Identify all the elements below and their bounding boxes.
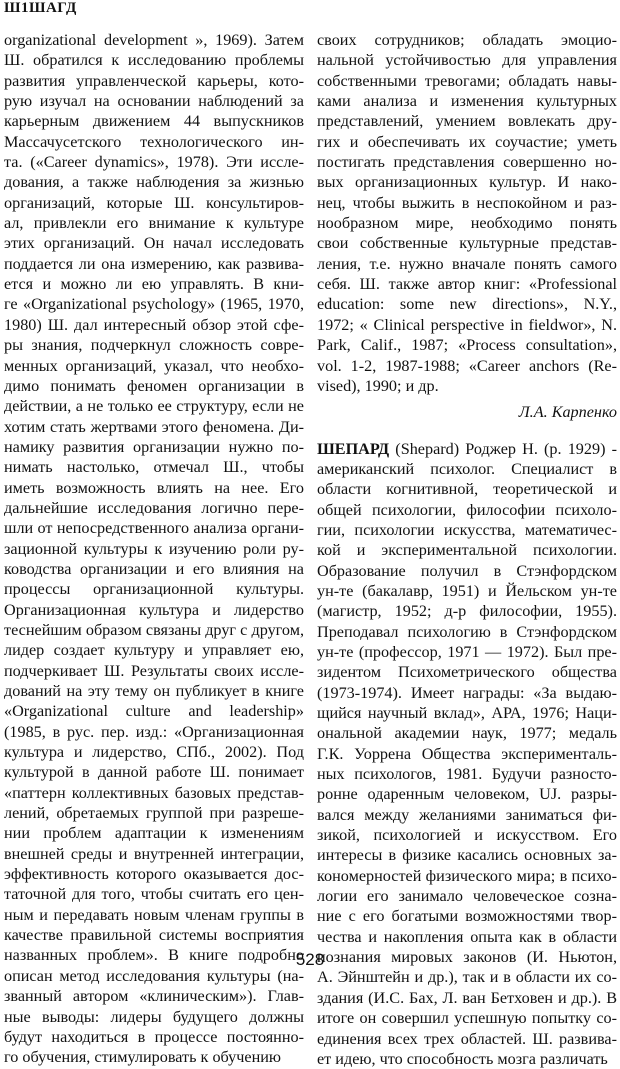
text-line: (магистр, 1952; д-р философии, 1955). <box>317 602 617 621</box>
text-line: вался между желаниями заниматься фи- <box>317 805 617 824</box>
text-line: ным и передавать новым членам группы в <box>4 905 304 924</box>
text-line: ние с его богатыми возможностями твор- <box>317 907 617 926</box>
text-line: нальной устойчивостью для управления <box>317 51 617 70</box>
right-column-continuation <box>317 30 617 396</box>
page-number: 528 <box>295 950 325 969</box>
text-line: развития управленческой карьеры, кото- <box>4 71 304 90</box>
text-line: ал, привлекли его внимание к культуре <box>4 214 304 233</box>
text-line: го обучения, стимулировать к обучению <box>4 1048 282 1067</box>
text-line: шли от непосредственного анализа органи- <box>4 519 304 538</box>
entry-headword: ШЕПАРД <box>317 439 390 458</box>
text-line: education: some new directions», N.Y., <box>317 295 617 314</box>
text-line: вых организационных культур. И нако- <box>317 173 617 192</box>
text-line: итоге он совершил успешную попытку со- <box>317 1009 617 1028</box>
text-line: димо понимать феномен организации в <box>4 376 304 395</box>
text-line: 1980) Ш. дал интересный обзор этой сфе- <box>4 315 304 334</box>
text-line: нии проблем адаптации к изменениям <box>4 824 304 843</box>
text-line: себя. Ш. также автор книг: «Professional <box>317 275 617 294</box>
text-line: менных организаций, указал, что необхо- <box>4 356 304 375</box>
text-line: «паттерн коллективных базовых представ- <box>4 783 304 802</box>
text-line: та. («Career dynamics», 1978). Эти иссле- <box>4 153 304 172</box>
text-line: собственными тревогами; обладать навы- <box>317 71 617 90</box>
text-line: нец, чтобы выжить в неспокойном и раз- <box>317 193 617 212</box>
text-line: кономерностей физического мира; в психо- <box>317 866 617 885</box>
running-header: Ш1ШАГД <box>4 0 77 16</box>
text-line: ками анализа и изменения культурных <box>317 92 617 111</box>
text-line: здания (И.С. Бах, Л. ван Бетховен и др.). В <box>317 988 617 1007</box>
text-line: дальнейшие исследования логично пере- <box>4 498 304 517</box>
entry-spacer <box>317 423 617 439</box>
text-line: званный автором «клиническим»). Глав- <box>4 987 304 1006</box>
text-line: vol. 1-2, 1987-1988; «Career anchors (Re- <box>317 356 617 375</box>
text-line: Ш. обратился к исследованию проблемы <box>4 51 304 70</box>
text-line: иметь возможность влиять на нее. Его <box>4 478 304 497</box>
text-line: карьерным движением 44 выпускников <box>4 112 304 131</box>
text-line: ональной академии наук, 1977; медаль <box>317 724 617 743</box>
text-line: представлений, умением вовлекать дру- <box>317 112 617 131</box>
text-line: ун-те (профессор, 1971 — 1972). Был пре- <box>317 642 617 661</box>
text-line: американский психолог. Специалист в <box>317 459 617 478</box>
text-line: ун-те (бакалавр, 1951) и Йельском ун-те <box>317 581 617 600</box>
text-line: своих сотрудников; обладать эмоцио- <box>317 31 617 49</box>
text-line: кой и экспериментальной психологии. <box>317 541 617 560</box>
text-line: «Organizational culture and leadership» <box>4 702 304 721</box>
text-line: (1973-1974). Имеет награды: «За выдаю- <box>317 683 617 702</box>
text-line: А. Эйнштейн и др.), так и в области их со- <box>317 968 617 987</box>
text-line: ронне одаренным человеком, UJ. разры- <box>317 785 617 804</box>
entry-first-line-text: (Shepard) Роджер Н. (р. 1929) - <box>389 439 617 458</box>
text-line: лидер создает культуру и управляет ею, <box>4 641 304 660</box>
text-line: логии его занимало человеческое созна- <box>317 887 617 906</box>
text-line: organizational development », 1969). Затем <box>4 31 304 49</box>
text-line: ных психологов, 1981. Будучи разносто- <box>317 765 617 784</box>
text-line: рую изучал на основании наблюдений за <box>4 92 304 111</box>
text-line: культурой в данной работе Ш. понимает <box>4 763 304 782</box>
text-line: гии, психологии искусства, математичес- <box>317 520 617 539</box>
text-line: действии, а не только ее структуру, если не <box>4 397 304 416</box>
right-column <box>317 30 617 1069</box>
text-line: названных проблем». В книге подробно <box>4 946 304 965</box>
text-line: интересы в физике касались основных за- <box>317 846 617 865</box>
text-line: внешней среды и внутренней интеграции, <box>4 844 304 863</box>
text-line: зидентом Психометрического общества <box>317 663 617 682</box>
text-line: зикой, психологией и искусством. Его <box>317 826 617 845</box>
author-signature: Л.А. Карпенко <box>518 403 617 422</box>
text-line: общей психологии, философии психоло- <box>317 500 617 519</box>
text-line: зационной культуры к изучению роли ру- <box>4 539 304 558</box>
text-line: теснейшим образом связаны друг с другом, <box>4 620 304 639</box>
text-line: Массачусетского технологического ин- <box>4 132 304 151</box>
text-line: гих и обеспечивать их соучастие; уметь <box>317 132 617 151</box>
text-line: ления, т.е. нужно вначале понять самого <box>317 254 617 273</box>
text-line: ры знания, подчеркнул сложность совре- <box>4 336 304 355</box>
text-line: Преподавал психологию в Стэнфордском <box>317 622 617 641</box>
text-line: описан метод исследования культуры (на- <box>4 966 304 985</box>
text-line: познания мировых законов (И. Ньютон, <box>317 948 617 967</box>
text-line: качестве правильной системы восприятия <box>4 926 304 945</box>
text-line: намику развития организации нужно по- <box>4 437 304 456</box>
entry-first-line <box>317 439 617 459</box>
text-line: организаций, которые Ш. консультиров- <box>4 193 304 212</box>
text-line: чества и накопления опыта как в области <box>317 927 617 946</box>
text-line: vised), 1990; и др. <box>317 376 439 395</box>
text-line: поддается ли она измерению, как развива- <box>4 254 304 273</box>
text-line: свои собственные культурные представ- <box>317 234 617 253</box>
text-line: дований на эту тему он публикует в книге <box>4 682 304 700</box>
text-line: ется и можно ли ею управлять. В кни- <box>4 275 304 294</box>
text-line: таточной для того, чтобы считать его цен- <box>4 885 304 904</box>
text-line: дования, а также наблюдения за жизнью <box>4 173 304 192</box>
text-line: ге «Organizational psychology» (1965, 1970, <box>4 295 304 314</box>
text-line: Организационная культура и лидерство <box>4 600 304 619</box>
text-line: эффективность которого оказывается дос- <box>4 865 304 884</box>
text-line: будут находиться в процессе постоянно- <box>4 1027 304 1046</box>
text-line: Образование получил в Стэнфордском <box>317 561 617 580</box>
text-line: нообразном мире, необходимо понять <box>317 214 617 233</box>
text-line: культура и лидерство, СПб., 2002). Под <box>4 743 304 762</box>
text-line: этих организаций. Он начал исследовать <box>4 234 304 253</box>
text-line: нимать настолько, отмечал Ш., чтобы <box>4 458 304 477</box>
text-line: ет идею, что способность мозга различать <box>317 1049 608 1068</box>
text-line: процессы организационной культуры. <box>4 580 304 599</box>
left-column <box>4 30 304 1068</box>
text-line: Park, Calif., 1987; «Process consultation», <box>317 336 617 355</box>
entry-body <box>317 459 617 1069</box>
text-line: лений, обретаемых группой при разреше- <box>4 804 304 823</box>
text-line: хотим стать жертвами этого феномена. Ди- <box>4 417 304 436</box>
text-line: ные выводы: лидеры будущего должны <box>4 1007 304 1026</box>
text-line: постигать представления совершенно но- <box>317 153 617 172</box>
text-line: щийся научный вклад», АРА, 1976; Наци- <box>317 704 617 722</box>
text-line: единения всех трех областей. Ш. развива- <box>317 1029 617 1048</box>
text-line: области когнитивной, теоретической и <box>317 480 617 499</box>
text-line: Г.К. Уоррена Общества эксперименталь- <box>317 744 617 763</box>
text-line: ководства организации и его влияния на <box>4 559 304 578</box>
text-line: 1972; « Clinical perspective in fieldwor», N. <box>317 315 617 334</box>
text-line: подчеркивает Ш. Результаты своих иссле- <box>4 661 304 680</box>
text-line: (1985, в рус. пер. изд.: «Организационная <box>4 722 304 741</box>
